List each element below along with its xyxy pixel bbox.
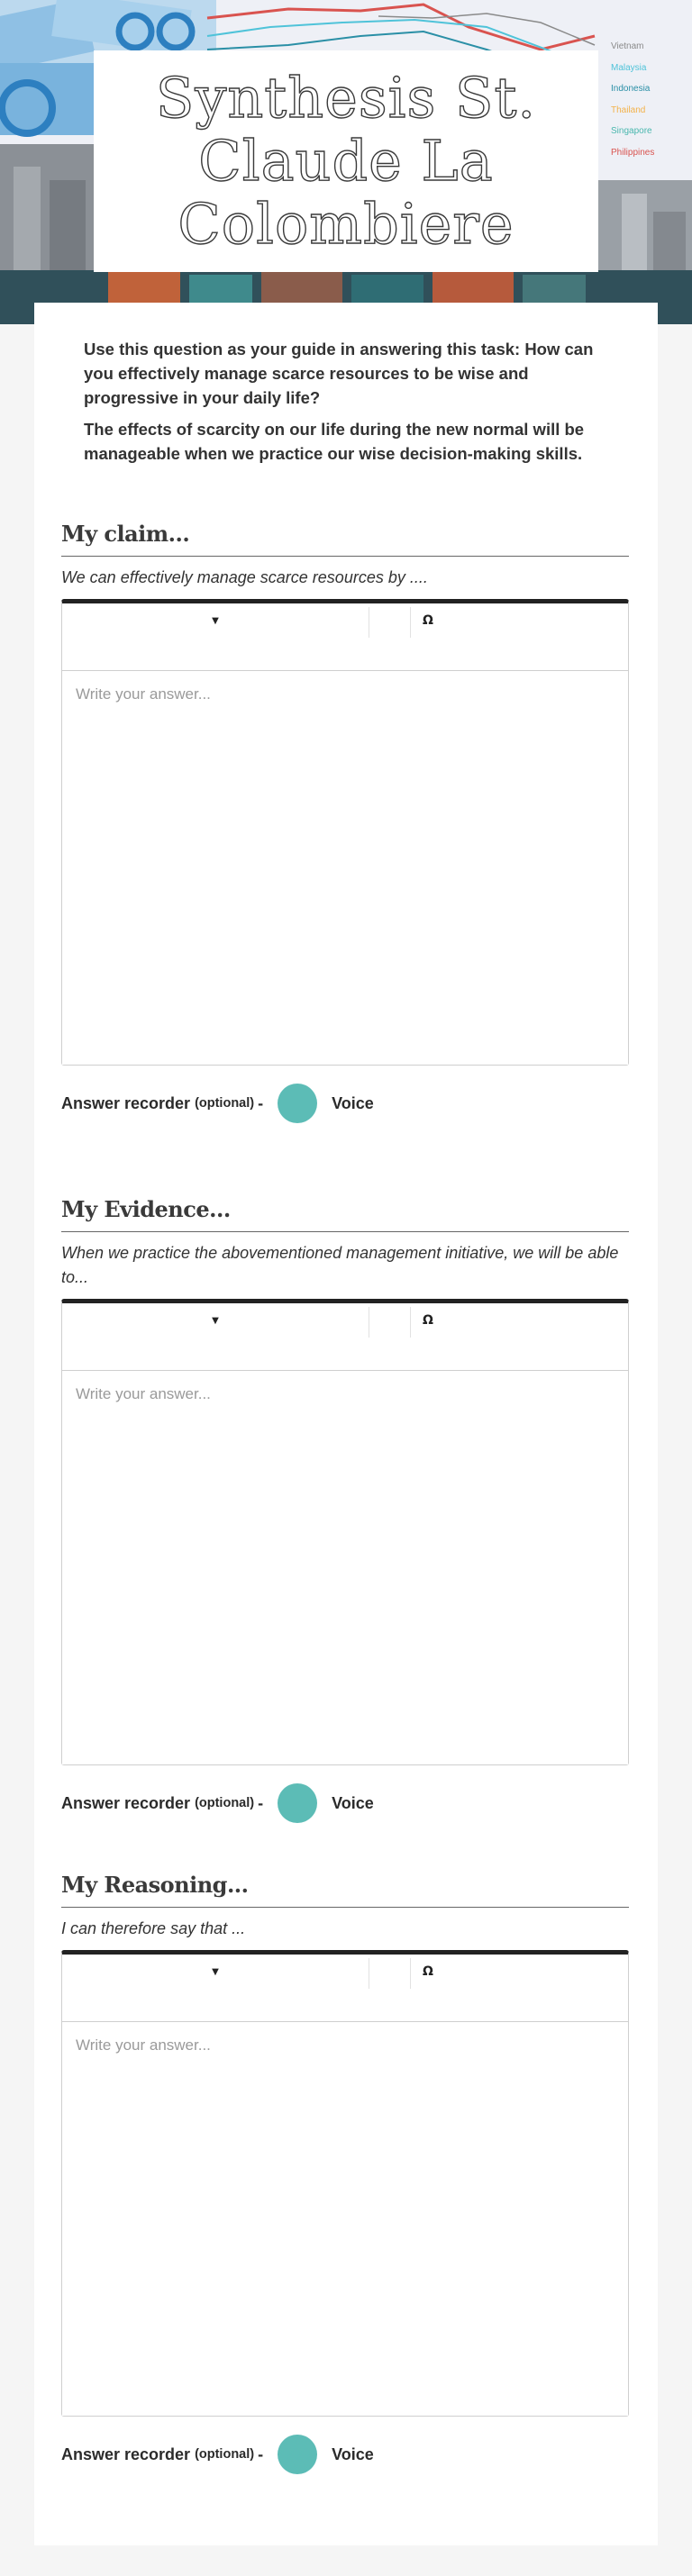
legend-item-philippines: Philippines — [611, 147, 655, 158]
guide-question: Use this question as your guide in answering this task: How can you effectively manage scarce resources to be wise and progressive in your daily life? — [84, 340, 594, 407]
toolbar-divider — [410, 1307, 411, 1338]
section-title: My Evidence... — [61, 1196, 629, 1232]
title-card — [94, 50, 598, 272]
caret-down-icon[interactable]: ▼ — [212, 1966, 219, 1977]
page-title — [156, 67, 536, 256]
record-voice-button[interactable] — [278, 1783, 317, 1823]
section-evidence — [61, 1196, 629, 1823]
legend-item-indonesia: Indonesia — [611, 84, 651, 94]
answer-recorder — [61, 1783, 629, 1823]
legend-item-vietnam: Vietnam — [611, 41, 644, 51]
instructions — [84, 337, 624, 473]
title-line-2: Claude La — [198, 128, 494, 194]
recorder-optional: (optional) — [195, 1096, 255, 1111]
toolbar-divider — [410, 1958, 411, 1989]
section-prompt: We can effectively manage scarce resources by .... — [61, 568, 428, 586]
answer-editor — [61, 1299, 629, 1765]
format-dropdown[interactable] — [62, 1955, 369, 1989]
answer-input[interactable] — [62, 671, 628, 1065]
answer-recorder — [61, 2435, 629, 2474]
title-line-3: Colombiere — [178, 191, 514, 257]
section-prompt: I can therefore say that ... — [61, 1919, 246, 1937]
editor-toolbar — [62, 603, 628, 671]
caret-down-icon[interactable]: ▼ — [212, 615, 219, 626]
section-claim — [61, 521, 629, 1123]
recorder-label: Answer recorder — [61, 1093, 191, 1112]
editor-toolbar — [62, 1955, 628, 2022]
answer-input[interactable] — [62, 2022, 628, 2416]
recorder-optional: (optional) — [195, 1796, 255, 1810]
recorder-dash: - — [258, 1093, 264, 1112]
recorder-voice-label: Voice — [332, 1793, 374, 1812]
section-reasoning — [61, 1872, 629, 2474]
section-title: My Reasoning... — [61, 1872, 629, 1908]
recorder-label: Answer recorder — [61, 2444, 191, 2463]
recorder-label: Answer recorder — [61, 1793, 191, 1812]
recorder-voice-label: Voice — [332, 1093, 374, 1112]
record-voice-button[interactable] — [278, 2435, 317, 2474]
title-line-1: Synthesis St. — [155, 65, 537, 131]
recorder-voice-label: Voice — [332, 2444, 374, 2463]
answer-editor — [61, 1950, 629, 2417]
toolbar-divider — [410, 607, 411, 638]
legend-item-singapore: Singapore — [611, 126, 652, 136]
format-dropdown[interactable] — [62, 1303, 369, 1338]
record-voice-button[interactable] — [278, 1084, 317, 1123]
worksheet-card — [34, 303, 658, 2545]
recorder-optional: (optional) — [195, 2447, 255, 2462]
header-banner — [0, 0, 692, 324]
format-dropdown[interactable] — [62, 603, 369, 638]
recorder-dash: - — [258, 1793, 264, 1812]
editor-toolbar — [62, 1303, 628, 1371]
section-prompt: When we practice the abovementioned management initiative, we will be able to... — [61, 1244, 619, 1286]
banner-legend — [611, 36, 692, 163]
special-character-button[interactable]: Ω — [423, 613, 433, 628]
recorder-dash: - — [258, 2444, 264, 2463]
answer-input[interactable] — [62, 1371, 628, 1764]
caret-down-icon[interactable]: ▼ — [212, 1315, 219, 1326]
legend-item-malaysia: Malaysia — [611, 62, 647, 73]
special-character-button[interactable]: Ω — [423, 1964, 433, 1979]
special-character-button[interactable]: Ω — [423, 1313, 433, 1328]
answer-recorder — [61, 1084, 629, 1123]
section-title: My claim... — [61, 521, 629, 557]
legend-item-thailand: Thailand — [611, 104, 646, 115]
guide-statement: The effects of scarcity on our life during the new normal will be manageable when we practice our wise decision-making skills. — [84, 420, 585, 463]
answer-editor — [61, 599, 629, 1066]
